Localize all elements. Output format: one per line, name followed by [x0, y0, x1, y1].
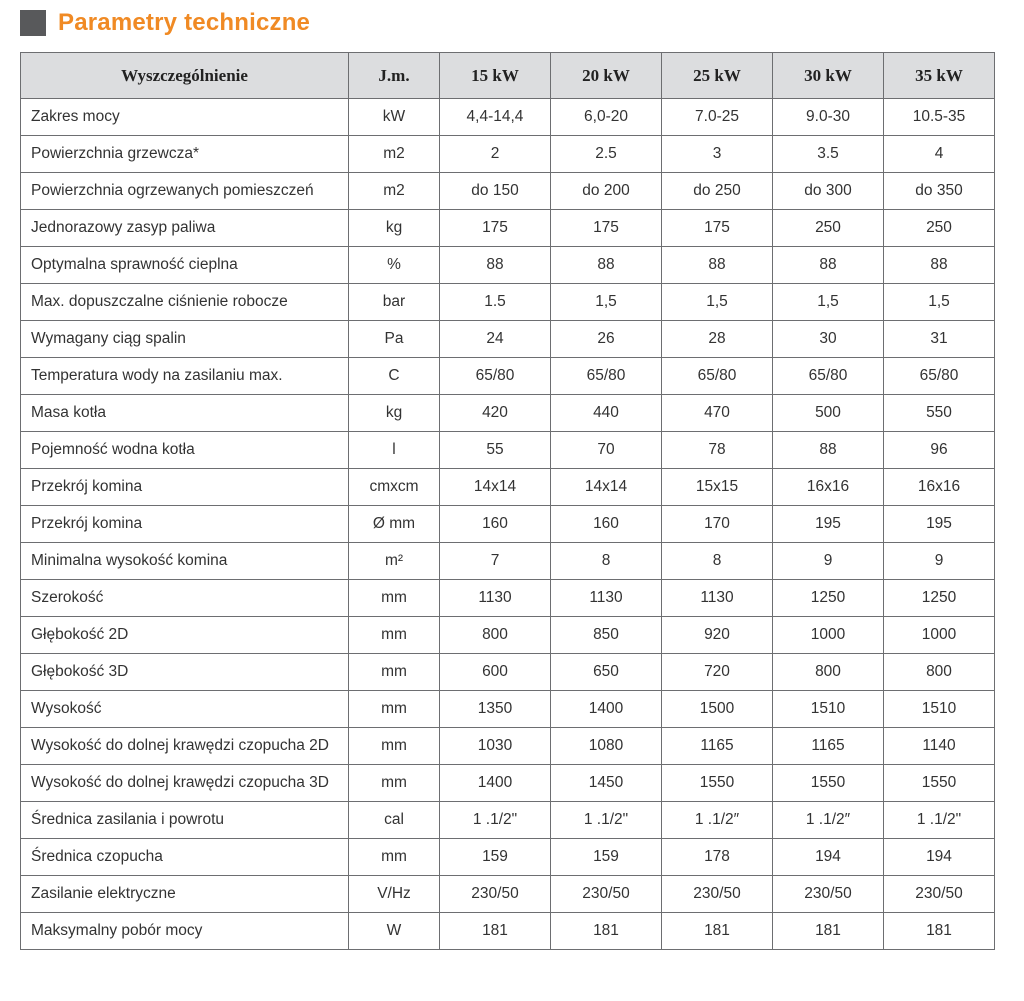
unit-cell: W [349, 913, 440, 950]
value-cell: 230/50 [662, 876, 773, 913]
table-body [21, 99, 995, 950]
value-cell: 1 .1/2″ [662, 802, 773, 839]
value-cell: 8 [662, 543, 773, 580]
value-cell: 1250 [884, 580, 995, 617]
table-row [21, 654, 995, 691]
column-header: Wyszczególnienie [21, 53, 349, 99]
row-label-cell: Przekrój komina [21, 469, 349, 506]
value-cell: 170 [662, 506, 773, 543]
row-label-cell: Wymagany ciąg spalin [21, 321, 349, 358]
unit-cell: mm [349, 728, 440, 765]
value-cell: 16x16 [884, 469, 995, 506]
value-cell: 65/80 [884, 358, 995, 395]
value-cell: 2.5 [551, 136, 662, 173]
unit-cell: Pa [349, 321, 440, 358]
row-label-cell: Pojemność wodna kotła [21, 432, 349, 469]
row-label-cell: Średnica czopucha [21, 839, 349, 876]
unit-cell: mm [349, 839, 440, 876]
table-row [21, 358, 995, 395]
value-cell: 70 [551, 432, 662, 469]
value-cell: 800 [440, 617, 551, 654]
value-cell: 1510 [773, 691, 884, 728]
table-row [21, 765, 995, 802]
value-cell: 24 [440, 321, 551, 358]
value-cell: 1.5 [440, 284, 551, 321]
value-cell: do 300 [773, 173, 884, 210]
value-cell: 650 [551, 654, 662, 691]
row-label-cell: Jednorazowy zasyp paliwa [21, 210, 349, 247]
value-cell: do 250 [662, 173, 773, 210]
table-row [21, 247, 995, 284]
value-cell: 1250 [773, 580, 884, 617]
value-cell: 2 [440, 136, 551, 173]
value-cell: 420 [440, 395, 551, 432]
value-cell: 230/50 [440, 876, 551, 913]
value-cell: 800 [884, 654, 995, 691]
value-cell: 178 [662, 839, 773, 876]
table-row [21, 284, 995, 321]
value-cell: 194 [773, 839, 884, 876]
value-cell: 1165 [662, 728, 773, 765]
value-cell: 88 [773, 432, 884, 469]
table-row [21, 728, 995, 765]
value-cell: 800 [773, 654, 884, 691]
value-cell: 160 [440, 506, 551, 543]
value-cell: 1550 [662, 765, 773, 802]
value-cell: 181 [551, 913, 662, 950]
value-cell: 250 [773, 210, 884, 247]
unit-cell: % [349, 247, 440, 284]
page-title: Parametry techniczne [58, 9, 311, 36]
row-label-cell: Temperatura wody na zasilaniu max. [21, 358, 349, 395]
row-label-cell: Optymalna sprawność cieplna [21, 247, 349, 284]
value-cell: 175 [440, 210, 551, 247]
value-cell: 1130 [551, 580, 662, 617]
table-row [21, 432, 995, 469]
value-cell: 470 [662, 395, 773, 432]
value-cell: 181 [662, 913, 773, 950]
value-cell: 1,5 [773, 284, 884, 321]
unit-cell: mm [349, 617, 440, 654]
value-cell: 440 [551, 395, 662, 432]
value-cell: 195 [884, 506, 995, 543]
header-square-icon [20, 10, 46, 36]
column-header: 30 kW [773, 53, 884, 99]
row-label-cell: Przekrój komina [21, 506, 349, 543]
value-cell: 28 [662, 321, 773, 358]
section-header [20, 7, 310, 39]
table-row [21, 876, 995, 913]
value-cell: 1450 [551, 765, 662, 802]
value-cell: 78 [662, 432, 773, 469]
table-row [21, 691, 995, 728]
unit-cell: cmxcm [349, 469, 440, 506]
value-cell: 9 [884, 543, 995, 580]
column-header: 20 kW [551, 53, 662, 99]
unit-cell: mm [349, 654, 440, 691]
table-row [21, 469, 995, 506]
value-cell: 181 [440, 913, 551, 950]
value-cell: 1,5 [662, 284, 773, 321]
row-label-cell: Masa kotła [21, 395, 349, 432]
value-cell: do 350 [884, 173, 995, 210]
value-cell: 1080 [551, 728, 662, 765]
row-label-cell: Maksymalny pobór mocy [21, 913, 349, 950]
value-cell: do 200 [551, 173, 662, 210]
table-row [21, 839, 995, 876]
row-label-cell: Wysokość do dolnej krawędzi czopucha 3D [21, 765, 349, 802]
value-cell: 1510 [884, 691, 995, 728]
unit-cell: C [349, 358, 440, 395]
value-cell: 96 [884, 432, 995, 469]
unit-cell: mm [349, 765, 440, 802]
row-label-cell: Średnica zasilania i powrotu [21, 802, 349, 839]
value-cell: 14x14 [551, 469, 662, 506]
value-cell: 181 [884, 913, 995, 950]
value-cell: 9 [773, 543, 884, 580]
unit-cell: mm [349, 580, 440, 617]
value-cell: 1 .1/2" [884, 802, 995, 839]
value-cell: 250 [884, 210, 995, 247]
value-cell: 1000 [773, 617, 884, 654]
unit-cell: kg [349, 395, 440, 432]
row-label-cell: Minimalna wysokość komina [21, 543, 349, 580]
unit-cell: bar [349, 284, 440, 321]
value-cell: do 150 [440, 173, 551, 210]
unit-cell: kg [349, 210, 440, 247]
value-cell: 65/80 [551, 358, 662, 395]
value-cell: 26 [551, 321, 662, 358]
unit-cell: mm [349, 691, 440, 728]
value-cell: 1000 [884, 617, 995, 654]
value-cell: 16x16 [773, 469, 884, 506]
value-cell: 4 [884, 136, 995, 173]
table-row [21, 802, 995, 839]
value-cell: 88 [773, 247, 884, 284]
unit-cell: m² [349, 543, 440, 580]
value-cell: 600 [440, 654, 551, 691]
spec-table [20, 52, 995, 950]
value-cell: 159 [440, 839, 551, 876]
column-header: 35 kW [884, 53, 995, 99]
value-cell: 550 [884, 395, 995, 432]
value-cell: 230/50 [884, 876, 995, 913]
column-header: 25 kW [662, 53, 773, 99]
value-cell: 1,5 [884, 284, 995, 321]
value-cell: 1165 [773, 728, 884, 765]
value-cell: 8 [551, 543, 662, 580]
value-cell: 1 .1/2" [440, 802, 551, 839]
value-cell: 30 [773, 321, 884, 358]
value-cell: 1130 [440, 580, 551, 617]
table-row [21, 617, 995, 654]
unit-cell: Ø mm [349, 506, 440, 543]
row-label-cell: Powierzchnia ogrzewanych pomieszczeń [21, 173, 349, 210]
value-cell: 7 [440, 543, 551, 580]
value-cell: 14x14 [440, 469, 551, 506]
table-row [21, 543, 995, 580]
value-cell: 195 [773, 506, 884, 543]
unit-cell: m2 [349, 136, 440, 173]
value-cell: 3 [662, 136, 773, 173]
column-header: J.m. [349, 53, 440, 99]
table-row [21, 210, 995, 247]
row-label-cell: Zasilanie elektryczne [21, 876, 349, 913]
row-label-cell: Wysokość [21, 691, 349, 728]
value-cell: 1140 [884, 728, 995, 765]
value-cell: 65/80 [440, 358, 551, 395]
value-cell: 9.0-30 [773, 99, 884, 136]
value-cell: 1500 [662, 691, 773, 728]
value-cell: 720 [662, 654, 773, 691]
row-label-cell: Max. dopuszczalne ciśnienie robocze [21, 284, 349, 321]
value-cell: 1130 [662, 580, 773, 617]
value-cell: 1,5 [551, 284, 662, 321]
value-cell: 1 .1/2" [551, 802, 662, 839]
table-row [21, 173, 995, 210]
unit-cell: cal [349, 802, 440, 839]
value-cell: 1400 [551, 691, 662, 728]
value-cell: 1350 [440, 691, 551, 728]
row-label-cell: Wysokość do dolnej krawędzi czopucha 2D [21, 728, 349, 765]
value-cell: 65/80 [662, 358, 773, 395]
row-label-cell: Powierzchnia grzewcza* [21, 136, 349, 173]
unit-cell: m2 [349, 173, 440, 210]
table-row [21, 506, 995, 543]
value-cell: 88 [551, 247, 662, 284]
value-cell: 55 [440, 432, 551, 469]
value-cell: 3.5 [773, 136, 884, 173]
column-header: 15 kW [440, 53, 551, 99]
value-cell: 175 [551, 210, 662, 247]
table-header-row [21, 53, 995, 99]
value-cell: 65/80 [773, 358, 884, 395]
unit-cell: V/Hz [349, 876, 440, 913]
value-cell: 4,4-14,4 [440, 99, 551, 136]
value-cell: 230/50 [773, 876, 884, 913]
row-label-cell: Zakres mocy [21, 99, 349, 136]
table-row [21, 99, 995, 136]
table-row [21, 321, 995, 358]
value-cell: 88 [440, 247, 551, 284]
table-row [21, 580, 995, 617]
value-cell: 88 [884, 247, 995, 284]
row-label-cell: Głębokość 2D [21, 617, 349, 654]
table-row [21, 395, 995, 432]
value-cell: 1030 [440, 728, 551, 765]
value-cell: 6,0-20 [551, 99, 662, 136]
value-cell: 7.0-25 [662, 99, 773, 136]
value-cell: 920 [662, 617, 773, 654]
value-cell: 15x15 [662, 469, 773, 506]
value-cell: 850 [551, 617, 662, 654]
value-cell: 1550 [884, 765, 995, 802]
value-cell: 500 [773, 395, 884, 432]
row-label-cell: Szerokość [21, 580, 349, 617]
value-cell: 1550 [773, 765, 884, 802]
value-cell: 181 [773, 913, 884, 950]
value-cell: 88 [662, 247, 773, 284]
value-cell: 230/50 [551, 876, 662, 913]
table-row [21, 913, 995, 950]
value-cell: 10.5-35 [884, 99, 995, 136]
table-row [21, 136, 995, 173]
value-cell: 1400 [440, 765, 551, 802]
row-label-cell: Głębokość 3D [21, 654, 349, 691]
unit-cell: l [349, 432, 440, 469]
value-cell: 194 [884, 839, 995, 876]
value-cell: 31 [884, 321, 995, 358]
unit-cell: kW [349, 99, 440, 136]
value-cell: 1 .1/2″ [773, 802, 884, 839]
value-cell: 159 [551, 839, 662, 876]
value-cell: 175 [662, 210, 773, 247]
value-cell: 160 [551, 506, 662, 543]
